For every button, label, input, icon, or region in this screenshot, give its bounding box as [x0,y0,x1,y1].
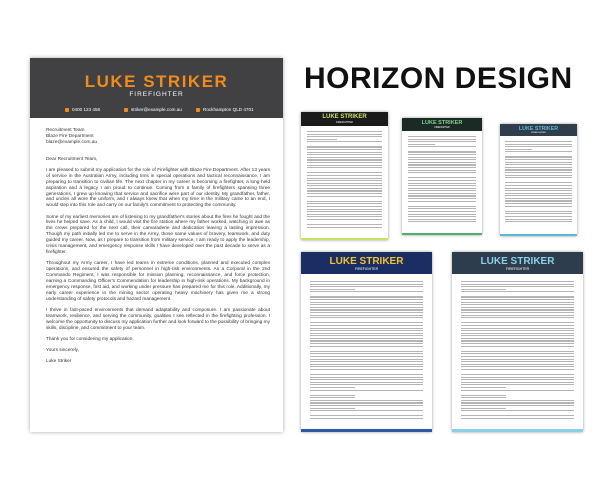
placeholder-text-line [408,177,477,178]
thumbnail-name: LUKE STRIKER [518,126,559,132]
placeholder-text-line [310,291,423,292]
placeholder-text-line [461,286,574,287]
placeholder-text-line [310,382,423,383]
placeholder-text-line [408,188,477,189]
placeholder-text-line [310,343,423,344]
signature: Luke Striker [46,359,72,365]
placeholder-text-line [461,397,506,398]
placeholder-text-line [310,369,423,370]
placeholder-text-line [310,377,423,378]
placeholder-text-line [505,185,571,186]
placeholder-text-line [310,346,423,347]
placeholder-text-line [310,296,423,297]
placeholder-text-line [310,402,423,403]
placeholder-text-line [408,185,477,186]
placeholder-text-line [461,379,574,380]
placeholder-text-line [310,397,355,398]
placeholder-text-line [408,164,477,165]
placeholder-text-line [408,198,477,199]
thumbnail-preview [301,112,388,240]
letter-paragraph: Throughout my Army career, I have led teams in extreme conditions, planned and executed complex operations, and ensured the safety of personnel in high-risk environments. As a Corporal in the 2nd Commando Regiment, I was responsible for mission planning, reconnaissance, and force protection, earning a Commanding Officer's Commendation for leadership in high-risk operations. My background in emergency response, first aid, and working under pressure has prepared me for this role. Additionally, my early career experience in the mining sector operating heavy machinery has given me a strong understanding of safety protocols and hazard management. [46,261,270,302]
placeholder-text-line [408,211,477,212]
placeholder-text-line [461,369,574,370]
placeholder-text-line [505,188,571,189]
placeholder-text-line [307,193,382,194]
placeholder-text-line [310,317,423,318]
placeholder-text-line [307,165,382,166]
placeholder-text-line [461,382,574,383]
placeholder-text-line [307,203,382,204]
placeholder-text-line [310,361,423,362]
placeholder-text-line [310,351,423,352]
placeholder-text-line [408,206,477,207]
applicant-role: FIREFIGHTER [129,91,184,98]
placeholder-text-line [310,286,423,287]
thumbnail-text-lines [307,131,382,229]
placeholder-text-line [505,182,571,183]
placeholder-text-line [461,353,574,354]
placeholder-text-line [310,289,355,290]
placeholder-text-line [307,139,337,140]
applicant-name: LUKE STRIKER [84,72,229,91]
placeholder-text-line [505,159,571,160]
placeholder-text-line [408,201,477,202]
placeholder-text-line [461,384,574,385]
placeholder-text-line [461,405,574,406]
placeholder-text-line [307,134,382,135]
placeholder-text-line [310,340,423,341]
placeholder-text-line [461,361,574,362]
placeholder-text-line [461,317,574,318]
thumbnail-name: LUKE STRIKER [480,256,555,267]
placeholder-text-line [307,209,382,210]
placeholder-text-line [310,333,423,334]
placeholder-text-line [505,151,571,152]
placeholder-text-line [310,356,423,357]
recipient-block [46,128,270,146]
placeholder-text-line [310,284,423,285]
placeholder-text-line [461,387,506,388]
placeholder-text-line [505,146,571,147]
placeholder-text-line [461,343,574,344]
placeholder-text-line [310,325,423,326]
phone-icon [65,108,69,112]
placeholder-text-line [307,196,382,197]
placeholder-text-line [408,180,477,181]
placeholder-text-line [310,281,423,282]
placeholder-text-line [310,330,423,331]
placeholder-text-line [307,136,382,137]
placeholder-text-line [505,219,571,220]
cover-letter-preview [30,58,283,432]
placeholder-text-line [408,193,477,194]
placeholder-text-line [310,395,355,396]
placeholder-text-line [461,400,574,401]
placeholder-text-line [408,216,477,217]
placeholder-text-line [408,154,477,155]
placeholder-text-line [307,180,382,181]
placeholder-text-line [310,408,355,409]
placeholder-text-line [310,322,423,323]
placeholder-text-line [461,340,574,341]
placeholder-text-line [310,309,423,310]
location-text: Rockhampton QLD 4701 [203,107,254,112]
placeholder-text-line [461,415,574,416]
placeholder-text-line [461,408,506,409]
placeholder-text-line [310,302,423,303]
thumbnail-subtitle: FIREFIGHTER [505,267,530,271]
placeholder-text-line [307,219,382,220]
thumbnail-preview [500,124,577,236]
thumbnail-text-lines [408,136,477,224]
placeholder-text-line [307,216,382,217]
letter-paragraph: I am pleased to submit my application for the role of Firefighter with Blaze Fire Department. After 13 years of service in the Australian Army, including tims in special operations and tactical reconnaissance, I am preparing to transition to civilian life. The next chapter in my career is becoming a firefighter, a long-held aspiration and a legacy I am proud to continue. Coming from a family of firefighters spanning three generations, I grew up knowing that service and sacrifice were part of our identity. My grandfather, father, and uncles all wore the uniform, and I always knew that when my time in the military came to an end, I would step into this role and carry on our family's commitment to protecting the community. [46,167,270,209]
placeholder-text-line [310,384,423,385]
placeholder-text-line [307,175,382,176]
placeholder-text-line [505,200,571,201]
placeholder-text-line [310,374,423,375]
thumbnail-subtitle: FIREFIGHTER [336,121,353,124]
placeholder-text-line [505,167,571,168]
placeholder-text-line [505,169,571,170]
placeholder-text-line [408,219,477,220]
thumbnail-subtitle: FIREFIGHTER [354,267,379,271]
placeholder-text-line [461,307,574,308]
thumbnail-name: LUKE STRIKER [322,114,367,120]
placeholder-text-line [461,338,574,339]
placeholder-text-line [408,195,477,196]
placeholder-text-line [505,172,571,173]
placeholder-text-line [307,172,382,173]
placeholder-text-line [408,144,436,145]
placeholder-text-line [310,366,423,367]
placeholder-text-line [461,395,506,396]
contact-email [124,105,182,114]
placeholder-text-line [461,335,574,336]
placeholder-text-line [310,379,423,380]
placeholder-text-line [505,190,571,191]
thumbnail-preview [301,252,432,432]
recipient-line: Recruitment Team [46,128,85,133]
placeholder-text-line [310,335,423,336]
placeholder-text-line [408,214,477,215]
placeholder-text-line [310,400,423,401]
placeholder-text-line [461,377,574,378]
salutation: Dear Recruitment Team, [46,156,98,162]
thumbnail-subtitle: FIREFIGHTER [434,126,450,129]
placeholder-text-line [307,188,382,189]
placeholder-text-line [310,364,423,365]
placeholder-text-line [461,333,574,334]
thumbnail-border [500,234,577,236]
placeholder-text-line [310,418,423,419]
placeholder-text-line [461,299,574,300]
placeholder-text-line [310,353,423,354]
email-icon [124,108,128,112]
placeholder-text-line [461,309,574,310]
placeholder-text-line [461,296,574,297]
thumbnail-border [402,233,482,235]
placeholder-text-line [310,328,423,329]
placeholder-text-line [505,164,571,165]
thumbnail-name: LUKE STRIKER [329,256,404,267]
placeholder-text-line [307,190,382,191]
thumbnail-border [301,238,388,240]
placeholder-text-line [307,167,382,168]
placeholder-text-line [307,152,382,153]
placeholder-text-line [461,402,574,403]
recipient-line: Blaze Fire Department [46,133,94,139]
thumbnail-text-lines [310,281,423,421]
placeholder-text-line [307,141,382,142]
placeholder-text-line [408,162,477,163]
email-text: striker@example.com.au [131,107,182,112]
placeholder-text-line [310,307,423,308]
placeholder-text-line [310,410,423,411]
thumbnail-text-lines [461,281,574,421]
placeholder-text-line [461,351,574,352]
thumbnail-header [500,124,577,136]
placeholder-text-line [307,131,382,132]
placeholder-text-line [505,162,571,163]
placeholder-text-line [461,315,574,316]
placeholder-text-line [408,151,477,152]
placeholder-text-line [505,206,571,207]
thumbnail-name: LUKE STRIKER [421,120,463,126]
placeholder-text-line [307,201,382,202]
placeholder-text-line [461,325,574,326]
placeholder-text-line [408,172,477,173]
placeholder-text-line [505,216,571,217]
placeholder-text-line [307,214,382,215]
placeholder-text-line [307,183,382,184]
placeholder-text-line [408,157,477,158]
placeholder-text-line [307,157,382,158]
placeholder-text-line [505,211,571,212]
thumbnail-header [402,118,482,131]
placeholder-text-line [461,418,574,419]
placeholder-text-line [408,170,477,171]
placeholder-text-line [505,149,531,150]
placeholder-text-line [310,304,423,305]
placeholder-text-line [408,190,477,191]
placeholder-text-line [307,224,382,225]
placeholder-text-line [505,141,571,142]
placeholder-text-line [505,198,571,199]
thumbnail-preview [402,118,482,235]
placeholder-text-line [307,162,382,163]
letter-paragraph: Some of my earliest memories are of listening to my grandfather's stories about the fires he fought and the lives he helped save. As a child, I would visit the fire station where my father worked, watching in awe as the crews prepared for the next call, their camaraderie and dedication leaving a lasting impression. Though my path initially led me to serve in the Army, those same values of bravery, teamwork, and duty guided my career. Now, as I prepare to transition from military service, I am ready to apply the leadership, crisis management, and emergency response skills I have developed over the past decade to serve as a firefighter. [46,214,270,255]
placeholder-text-line [505,213,571,214]
placeholder-text-line [461,302,574,303]
placeholder-text-line [408,208,477,209]
letter-body [46,128,270,370]
placeholder-text-line [408,141,477,142]
placeholder-text-line [461,410,574,411]
placeholder-text-line [408,183,477,184]
brand-title: HORIZON DESIGN [304,62,573,95]
placeholder-text-line [505,144,571,145]
thumbnail-subtitle: FIREFIGHTER [531,132,546,134]
placeholder-text-line [307,227,382,228]
placeholder-text-line [408,221,477,222]
placeholder-text-line [461,390,574,391]
placeholder-text-line [408,136,477,137]
placeholder-text-line [461,281,574,282]
thumbnail-border [452,429,583,432]
thumbnail-header [301,252,432,274]
placeholder-text-line [307,146,382,147]
contact-phone [65,105,100,114]
placeholder-text-line [307,185,382,186]
placeholder-text-line [307,211,382,212]
placeholder-text-line [505,175,571,176]
thumbnail-header [452,252,583,274]
thumbnail-preview [452,252,583,432]
placeholder-text-line [408,159,477,160]
placeholder-text-line [461,356,574,357]
letter-paragraph: I thrive in fast-paced environments that demand adaptability and composure. I am passionate about teamwork, resilience, and serving the community, qualities I see reflected in the firefighting profession. I welcome the opportunity to discuss my application further and look forward to the possibility of bringing my skills, discipline, and commitment to your team. [46,307,270,331]
placeholder-text-line [461,364,574,365]
placeholder-text-line [307,154,382,155]
thumbnail-border [301,429,432,432]
placeholder-text-line [310,387,355,388]
placeholder-text-line [310,315,423,316]
placeholder-text-line [307,206,382,207]
placeholder-text-line [307,159,382,160]
placeholder-text-line [461,346,574,347]
placeholder-text-line [310,312,423,313]
placeholder-text-line [310,415,423,416]
placeholder-text-line [505,193,571,194]
placeholder-text-line [310,359,423,360]
placeholder-text-line [408,167,477,168]
thumbnail-text-lines [505,141,571,224]
placeholder-text-line [408,146,477,147]
letter-paragraph: Thank you for considering my application. [46,336,134,342]
thumbnail-header [301,112,388,126]
placeholder-text-line [461,366,574,367]
contact-location [196,105,254,114]
placeholder-text-line [461,374,574,375]
recipient-line: blaze@example.com.au [46,139,98,145]
placeholder-text-line [461,289,506,290]
closing: Yours sincerely, [46,347,80,353]
placeholder-text-line [461,291,574,292]
placeholder-text-line [461,330,574,331]
letter-header [30,58,283,118]
placeholder-text-line [461,322,574,323]
placeholder-text-line [408,139,477,140]
placeholder-text-line [461,304,574,305]
placeholder-text-line [461,312,574,313]
placeholder-text-line [505,203,571,204]
placeholder-text-line [310,299,423,300]
placeholder-text-line [505,221,571,222]
placeholder-text-line [307,149,382,150]
placeholder-text-line [461,359,574,360]
placeholder-text-line [505,156,571,157]
placeholder-text-line [505,195,571,196]
placeholder-text-line [310,390,423,391]
placeholder-text-line [505,177,571,178]
placeholder-text-line [307,178,382,179]
placeholder-text-line [310,338,423,339]
placeholder-text-line [461,328,574,329]
phone-text: 0400 123 456 [72,107,101,112]
location-pin-icon [196,108,200,112]
placeholder-text-line [310,405,423,406]
placeholder-text-line [461,284,574,285]
